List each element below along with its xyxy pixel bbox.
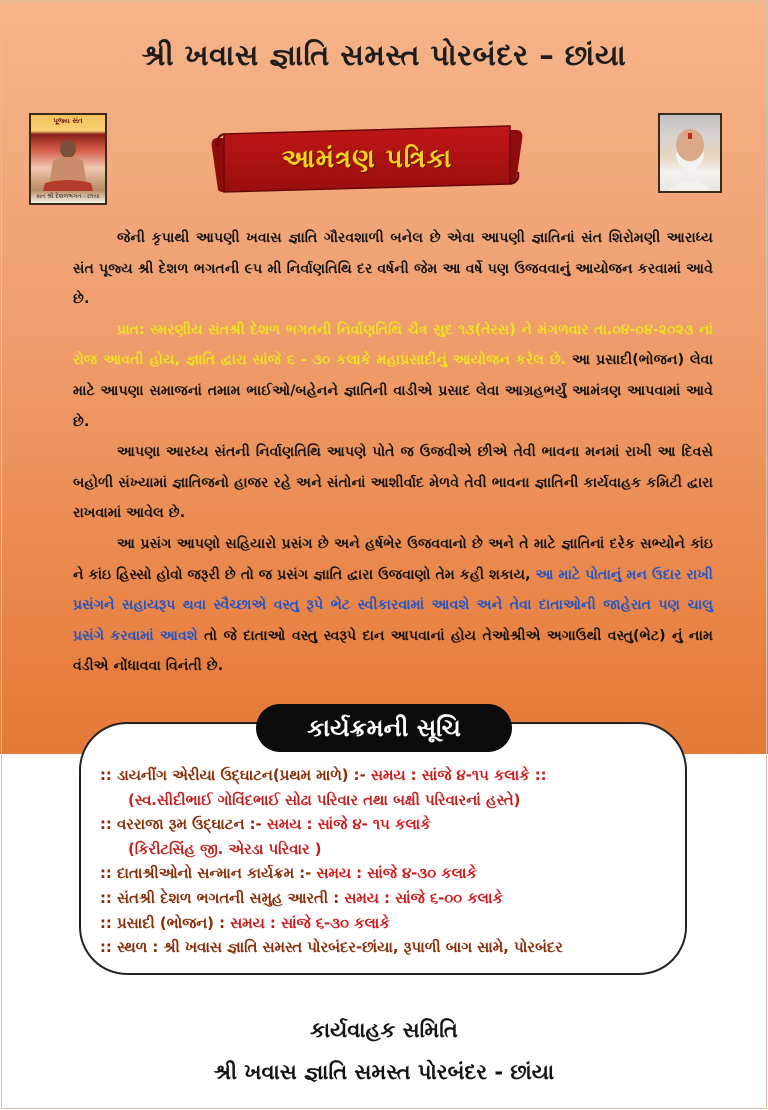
schedule-item-time: સમય : સાંજે ૬-૦૦ કલાકે <box>344 889 503 907</box>
saint-photo <box>29 113 107 205</box>
page-title: શ્રી ખવાસ જ્ઞાતિ સમસ્ત પોરબંદર – છાંયા <box>141 38 627 72</box>
paragraph-1: જેની કૃપાથી આપણી ખવાસ જ્ઞાતિ ગૌરવશાળી બનેલ છે એવા આપણી જ્ઞાતિનાં સંત શિરોમણી આરાધ્ય સંત પૂજ્ય શ્રી દેશળ ભગતની ૯૫ મી નિર્વાણતિથિ દર વર્ષની જેમ આ વર્ષે પણ ઉજવવાનું આયોજન કરવામાં આવે છે. <box>73 230 713 308</box>
schedule-item-label: :: દાતાશ્રીઓનો સન્માન કાર્યક્રમ :- <box>100 865 317 883</box>
schedule-item-label: :: સંતશ્રી દેશળ ભગતની સમુહ આરતી : <box>100 889 345 907</box>
schedule-item-label: :: પ્રસાદી (ભોજન) : <box>100 914 231 932</box>
guru-portrait-icon <box>660 115 720 191</box>
saint-photo-caption-top: પૂજ્ય સંત <box>53 117 83 125</box>
schedule-item-label: :: વરરાજા રૂમ ઉદ્ઘાટન :- <box>100 816 267 834</box>
guru-photo <box>658 113 722 193</box>
schedule-item-groom-room-hosts: (કિરીટસિંહ જી. એરડા પરિવાર ) <box>128 840 322 858</box>
invitation-body <box>73 223 713 682</box>
schedule-item-label: :: ડાયનીંગ એરીયા ઉદ્ઘાટન(પ્રથમ માળે) :- <box>100 767 371 784</box>
paragraph-4-start: આ પ્રસંગ આપણો સહિયારો પ્રસંગ છે અને હર્ષભેર ઉજવવાનો છે અને તે માટે જ્ઞાતિનાં દરેક સભ્યોને કાંઇ ને કાંઇ હિસ્સો હોવો જરૂરી છે તો જ પ્રસંગ જ્ઞાતિ દ્વારા ઉજવાણો તેમ કહી શકાય, <box>73 535 713 583</box>
schedule-item-venue <box>100 936 690 961</box>
footer-committee: કાર્યવાહક સમિતિ <box>310 1018 458 1042</box>
banner-label: આમંત્રણ પત્રિકા <box>281 143 453 174</box>
schedule-item-time: સમય : સાંજે ૪-૧૫ કલાકે :: <box>370 767 547 784</box>
schedule-item-prasadi <box>100 912 690 937</box>
schedule-item-time: સમય : સાંજે ૬-૩૦ કલાકે <box>230 914 390 932</box>
paragraph-2-rest: આ પ્રસાદી(ભોજન) લેવા માટે આપણા સમાજનાં તમામ ભાઈઓ/બહેનને જ્ઞાતિની વાડીએ પ્રસાદ લેવા આગ્રહભર્યું આમંત્રણ આપવામાં આવે છે. <box>73 352 713 430</box>
saint-figure-icon <box>31 115 105 203</box>
paragraph-3: આપણા આરધ્ય સંતની નિર્વાણતિથિ આપણે પોતે જ ઉજવીએ છીએ તેવી ભાવના મનમાં રાખી આ દિવસે બહોળી સંખ્યામાં જ્ઞાતિજનો હાજર રહે અને સંતોનાં આશીર્વાદ મેળવે તેવી ભાવના જ્ઞાતિની કાર્યવાહક કમિટી દ્વારા રાખવામાં આવેલ છે. <box>73 444 713 522</box>
schedule-item-dining <box>100 764 690 789</box>
saint-photo-caption-bottom: સંત શ્રી દેશળભગત - છાંયા <box>36 193 100 200</box>
footer-organization: શ્રી ખવાસ જ્ઞાતિ સમસ્ત પોરબંદર - છાંયા <box>213 1060 555 1084</box>
schedule-item-aarti <box>100 887 690 912</box>
paragraph-4-end: તો જે દાતાઓ વસ્તુ સ્વરૂપે દાન આપવાનાં હોય તેઓશ્રીએ અગાઉથી વસ્તુ(ભેટ) નું નામ વંડીએ નોંધાવવા વિનંતી છે. <box>73 627 713 675</box>
paragraph-2-highlight: પ્રાત: સ્મરણીય સંતશ્રી દેશળ ભગતની નિર્વાણતિથિ ચૈત્ર સુદ ૧૩(તેરસ) ને મંગળવાર તા.૦૪-૦૪-૨૦૨૩ નાં રોજ આવતી હોય, જ્ઞાતિ દ્વારા સાંજે ૬ - ૩૦ કલાકે મહાપ્રસાદીનું આયોજન કરેલ છે. <box>73 321 713 369</box>
schedule-item-time: સમય : સાંજે ૪-૩૦ કલાકે <box>316 865 477 883</box>
schedule-title: કાર્યક્રમની સૂચિ <box>256 704 512 752</box>
paragraph-4 <box>73 529 713 682</box>
schedule-item-donor-honor <box>100 862 690 887</box>
schedule-item-time: સમય : સાંજે ૪- ૧૫ કલાકે <box>266 816 431 834</box>
schedule-list <box>100 764 690 961</box>
paragraph-2 <box>73 315 713 437</box>
schedule-item-groom-room <box>100 813 690 838</box>
schedule-item-label: :: સ્થળ : શ્રી ખવાસ જ્ઞાતિ સમસ્ત પોરબંદર-છાંયા, રૂપાળી બાગ સામે, પોરબંદર <box>100 939 563 957</box>
schedule-item-dining-hosts: (સ્વ.સીદીભાઈ ગોવિંદભાઈ સોઢા પરિવાર તથા બક્ષી પરિવારનાં હસ્તે) <box>128 791 521 809</box>
paragraph-4-highlight: આ માટે પોતાનું મન ઉદાર રાખી પ્રસંગને સહાયરૂપ થવા સ્વૈચ્છાએ વસ્તુ રૂપે ભેટ સ્વીકારવામાં આવશે અને તેવા દાતાઓની જાહેરાત પણ ચાલુ પ્રસંગે કરવામાં આવશે <box>73 566 713 644</box>
